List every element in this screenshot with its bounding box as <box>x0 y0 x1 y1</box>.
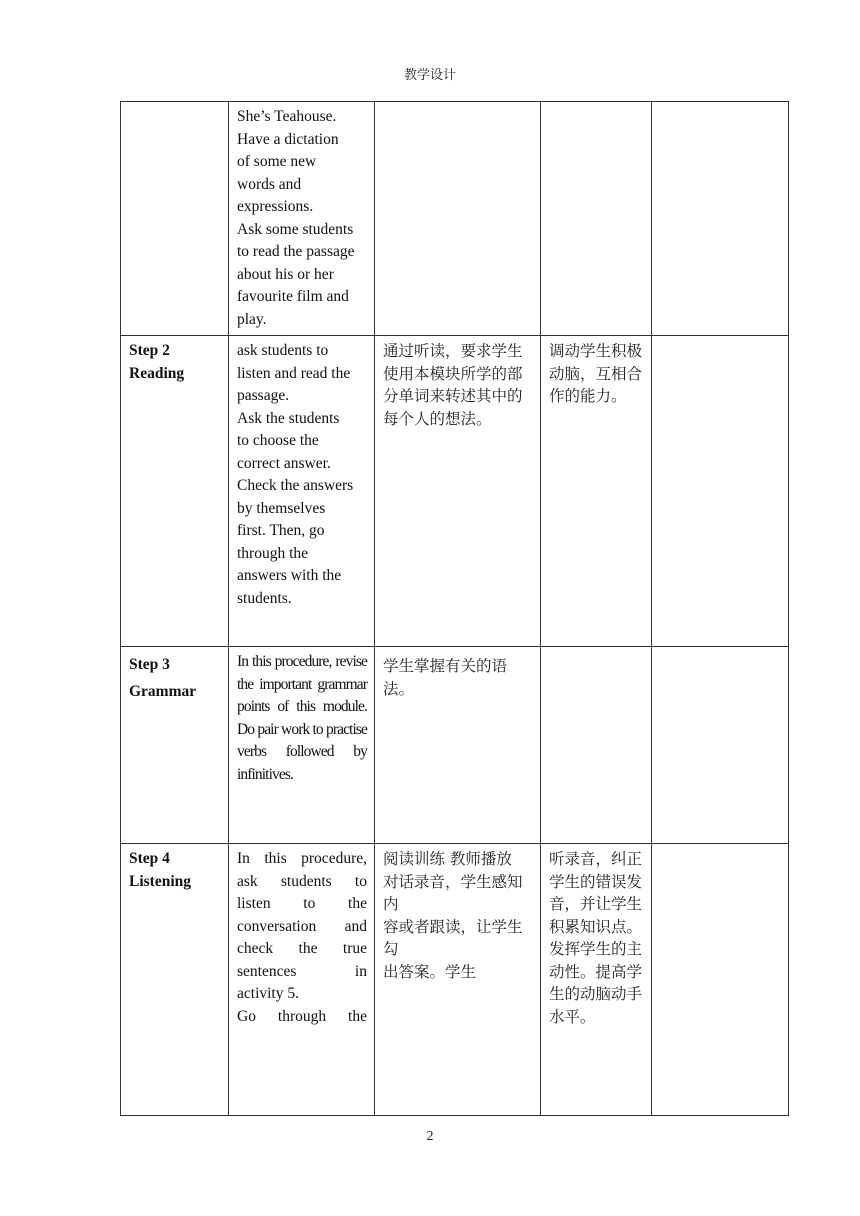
procedure-line: verbs followed by <box>237 743 367 760</box>
note-cell <box>652 102 789 336</box>
design-line: 学生掌握有关的语法。 <box>383 657 508 698</box>
procedure-line: students. <box>237 589 292 607</box>
procedure-cell <box>229 336 375 647</box>
procedure-line: ask students to <box>237 872 367 890</box>
procedure-cell <box>229 647 375 844</box>
purpose-line: 作的能力。 <box>549 387 627 405</box>
design-line: 使用本模块所学的部 <box>383 364 523 383</box>
design-line: 通过听读，要求学生 <box>383 342 523 360</box>
procedure-line: of some new <box>237 153 317 170</box>
step-label: Step 3 <box>129 656 170 673</box>
procedure-line: play. <box>237 310 267 328</box>
table-row <box>121 102 789 336</box>
procedure-line: Go through the <box>237 1007 367 1025</box>
procedure-line: activity 5. <box>237 985 299 1002</box>
procedure-line: Check the answers <box>237 477 354 494</box>
lesson-plan-table <box>120 101 789 1116</box>
design-line: 出答案。学生 <box>383 962 477 981</box>
procedure-line: Ask some students <box>237 220 354 238</box>
design-cell <box>375 647 541 844</box>
step-cell <box>121 647 229 844</box>
procedure-line: correct answer. <box>237 454 331 472</box>
procedure-line: through the <box>237 544 309 562</box>
procedure-line: favourite film and <box>237 288 349 305</box>
procedure-cell <box>229 844 375 1116</box>
step-name: Listening <box>129 872 192 890</box>
procedure-line: the important grammar <box>237 675 367 693</box>
purpose-line: 音，并让学生 <box>549 895 643 913</box>
purpose-line: 积累知识点。 <box>549 917 643 936</box>
procedure-line: In this procedure, <box>237 850 367 867</box>
purpose-cell <box>541 336 652 647</box>
page-number: 2 <box>426 1129 434 1144</box>
procedure-line: answers with the <box>237 567 342 584</box>
step-cell <box>121 336 229 647</box>
step-name: Reading <box>129 364 185 382</box>
procedure-line: passage. <box>237 387 290 404</box>
purpose-line: 听录音，纠正 <box>549 850 643 868</box>
procedure-line: listen to the <box>237 895 367 912</box>
procedure-line: first. Then, go <box>237 522 325 539</box>
procedure-line: check the true <box>237 940 367 957</box>
step-name: Grammar <box>129 683 197 700</box>
table-row <box>121 844 789 1116</box>
purpose-cell <box>541 102 652 336</box>
procedure-line: to choose the <box>237 432 319 449</box>
step-cell <box>121 844 229 1116</box>
table-row <box>121 647 789 844</box>
purpose-line: 水平。 <box>549 1007 596 1026</box>
procedure-line: In this procedure, revise <box>237 653 367 670</box>
procedure-line: ask students to <box>237 342 329 359</box>
step-label: Step 4 <box>129 850 170 867</box>
procedure-line: listen and read the <box>237 364 351 382</box>
procedure-line: expressions. <box>237 198 314 215</box>
procedure-line: words and <box>237 175 302 193</box>
procedure-line: Do pair work to practise <box>237 720 367 738</box>
purpose-line: 生的动脑动手 <box>549 985 643 1003</box>
purpose-line: 动性。提高学 <box>549 962 643 981</box>
procedure-line: by themselves <box>237 499 326 517</box>
note-cell <box>652 336 789 647</box>
design-line: 阅读训练 教师播放 <box>383 850 512 868</box>
table-row <box>121 336 789 647</box>
procedure-line: sentences in <box>237 962 367 980</box>
note-cell <box>652 647 789 844</box>
procedure-line: conversation and <box>237 917 367 935</box>
procedure-cell <box>229 102 375 336</box>
page-header: 教学设计 <box>403 68 456 83</box>
procedure-line: infinitives. <box>237 765 293 783</box>
design-line: 对话录音，学生感知内 <box>383 872 523 913</box>
design-cell <box>375 844 541 1116</box>
purpose-cell <box>541 647 652 844</box>
purpose-cell <box>541 844 652 1116</box>
purpose-line: 学生的错误发 <box>549 872 643 891</box>
note-cell <box>652 844 789 1116</box>
design-cell <box>375 102 541 336</box>
procedure-line: about his or her <box>237 265 334 283</box>
design-line: 容或者跟读，让学生勾 <box>383 917 523 958</box>
design-cell <box>375 336 541 647</box>
step-label: Step 2 <box>129 342 170 359</box>
procedure-line: She’s Teahouse. <box>237 108 337 125</box>
procedure-line: Ask the students <box>237 409 340 427</box>
design-line: 每个人的想法。 <box>383 409 492 428</box>
purpose-line: 调动学生积极 <box>549 342 643 360</box>
purpose-line: 动脑，互相合 <box>549 364 643 383</box>
step-cell <box>121 102 229 336</box>
procedure-line: to read the passage <box>237 243 355 260</box>
design-line: 分单词来转述其中的 <box>383 387 523 405</box>
purpose-line: 发挥学生的主 <box>549 940 643 958</box>
procedure-line: points of this module. <box>237 698 367 715</box>
procedure-line: Have a dictation <box>237 130 339 148</box>
